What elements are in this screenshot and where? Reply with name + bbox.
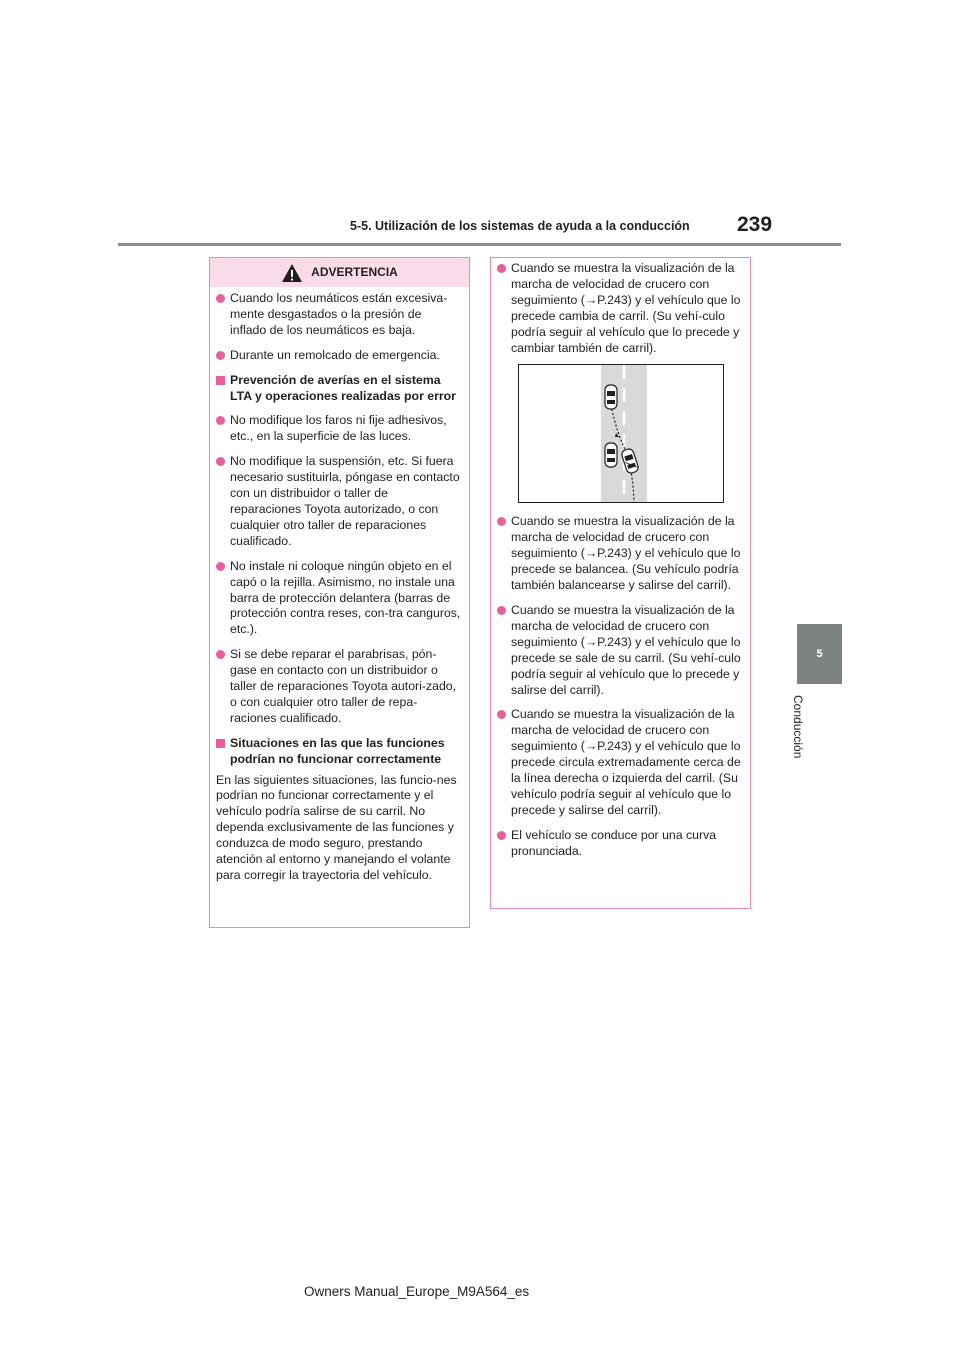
parked-car-icon: [605, 443, 617, 467]
lane-change-figure: [518, 364, 724, 503]
bullet-dot-icon: [497, 710, 506, 719]
bullet-dot-icon: [497, 517, 506, 526]
warning-box: [209, 257, 470, 928]
chapter-label: Conducción: [791, 695, 805, 759]
list-item: Cuando se muestra la visualización de la marcha de velocidad de crucero con seguimiento (→P.243) y el vehículo que lo precede cambia de carril. (Su vehí-culo podría seguir al vehículo que lo precede y cambiar también de carril).: [497, 261, 742, 356]
bullet-dot-icon: [216, 416, 225, 425]
bullet-dot-icon: [216, 294, 225, 303]
chapter-tab: 5: [797, 624, 842, 684]
leading-car-icon: [605, 385, 617, 409]
bullet-dot-icon: [497, 831, 506, 840]
list-item: Cuando se muestra la visualización de la marcha de velocidad de crucero con seguimiento (→P.243) y el vehículo que lo precede se sale de su carril. (Su vehí-culo podría seguir al vehículo que lo precede y salirse del carril).: [497, 603, 742, 698]
bullet-dot-icon: [497, 264, 506, 273]
list-item: No instale ni coloque ningún objeto en el capó o la rejilla. Asimismo, no instale una barra de protección delantera (barras de protección contra reses, con-tra canguros, etc.).: [216, 559, 461, 639]
list-item: Cuando los neumáticos están excesiva-mente desgastados o la presión de inflado de los neumáticos es baja.: [216, 291, 461, 339]
page-number: 239: [737, 213, 773, 236]
list-item: No modifique la suspensión, etc. Si fuera necesario sustituirla, póngase en contacto con un distribuidor o taller de reparaciones Toyota autorizado, o con cualquier otro taller de reparaciones cualificado.: [216, 454, 461, 549]
header-section-title: 5-5. Utilización de los sistemas de ayuda a la conducción: [350, 219, 690, 233]
list-item: Cuando se muestra la visualización de la marcha de velocidad de crucero con seguimiento (→P.243) y el vehículo que lo precede circula extremadamente cerca de la línea derecha o izquierda del carril. (Su vehículo podría seguir al vehículo que lo precede y salirse del carril).: [497, 707, 742, 818]
paragraph: En las siguientes situaciones, las funcio-nes podrían no funcionar correctamente y el vehículo podría salirse de su carril. No dependa exclusivamente de las funciones y conduzca de modo seguro, prestando atención al entorno y manejando el volante para corregir la trayectoria del vehículo.: [216, 772, 457, 882]
bullet-dot-icon: [216, 457, 225, 466]
warning-box-continued: [490, 257, 751, 909]
warning-triangle-icon: [281, 263, 303, 283]
footer-text: Owners Manual_Europe_M9A564_es: [304, 1284, 530, 1299]
warning-title: ADVERTENCIA: [311, 264, 398, 279]
section-heading: Prevención de averías en el sistema LTA y operaciones realizadas por error: [216, 373, 461, 405]
bullet-dot-icon: [216, 650, 225, 659]
list-item: Cuando se muestra la visualización de la marcha de velocidad de crucero con seguimiento (→P.243) y el vehículo que lo precede se balancea. (Su vehículo podría también balancearse y salirse del carril).: [497, 514, 742, 594]
lane-change-illustration: [519, 365, 723, 502]
list-item: Si se debe reparar el parabrisas, pón-gase en contacto con un distribuidor o taller de reparaciones Toyota autori-zado, o con cualquier otro taller de repa-raciones cualificado.: [216, 647, 461, 727]
list-item: Durante un remolcado de emergencia.: [216, 348, 461, 364]
bullet-square-icon: [216, 376, 225, 385]
bullet-dot-icon: [216, 562, 225, 571]
section-heading: Situaciones en las que las funciones podrían no funcionar correctamente: [216, 736, 461, 768]
bullet-square-icon: [216, 739, 225, 748]
list-item: No modifique los faros ni fije adhesivos, etc., en la superficie de las luces.: [216, 413, 461, 445]
warning-header: [210, 258, 469, 287]
list-item: El vehículo se conduce por una curva pronunciada.: [497, 828, 742, 860]
header-rule: [118, 243, 841, 246]
bullet-dot-icon: [216, 351, 225, 360]
bullet-dot-icon: [497, 606, 506, 615]
